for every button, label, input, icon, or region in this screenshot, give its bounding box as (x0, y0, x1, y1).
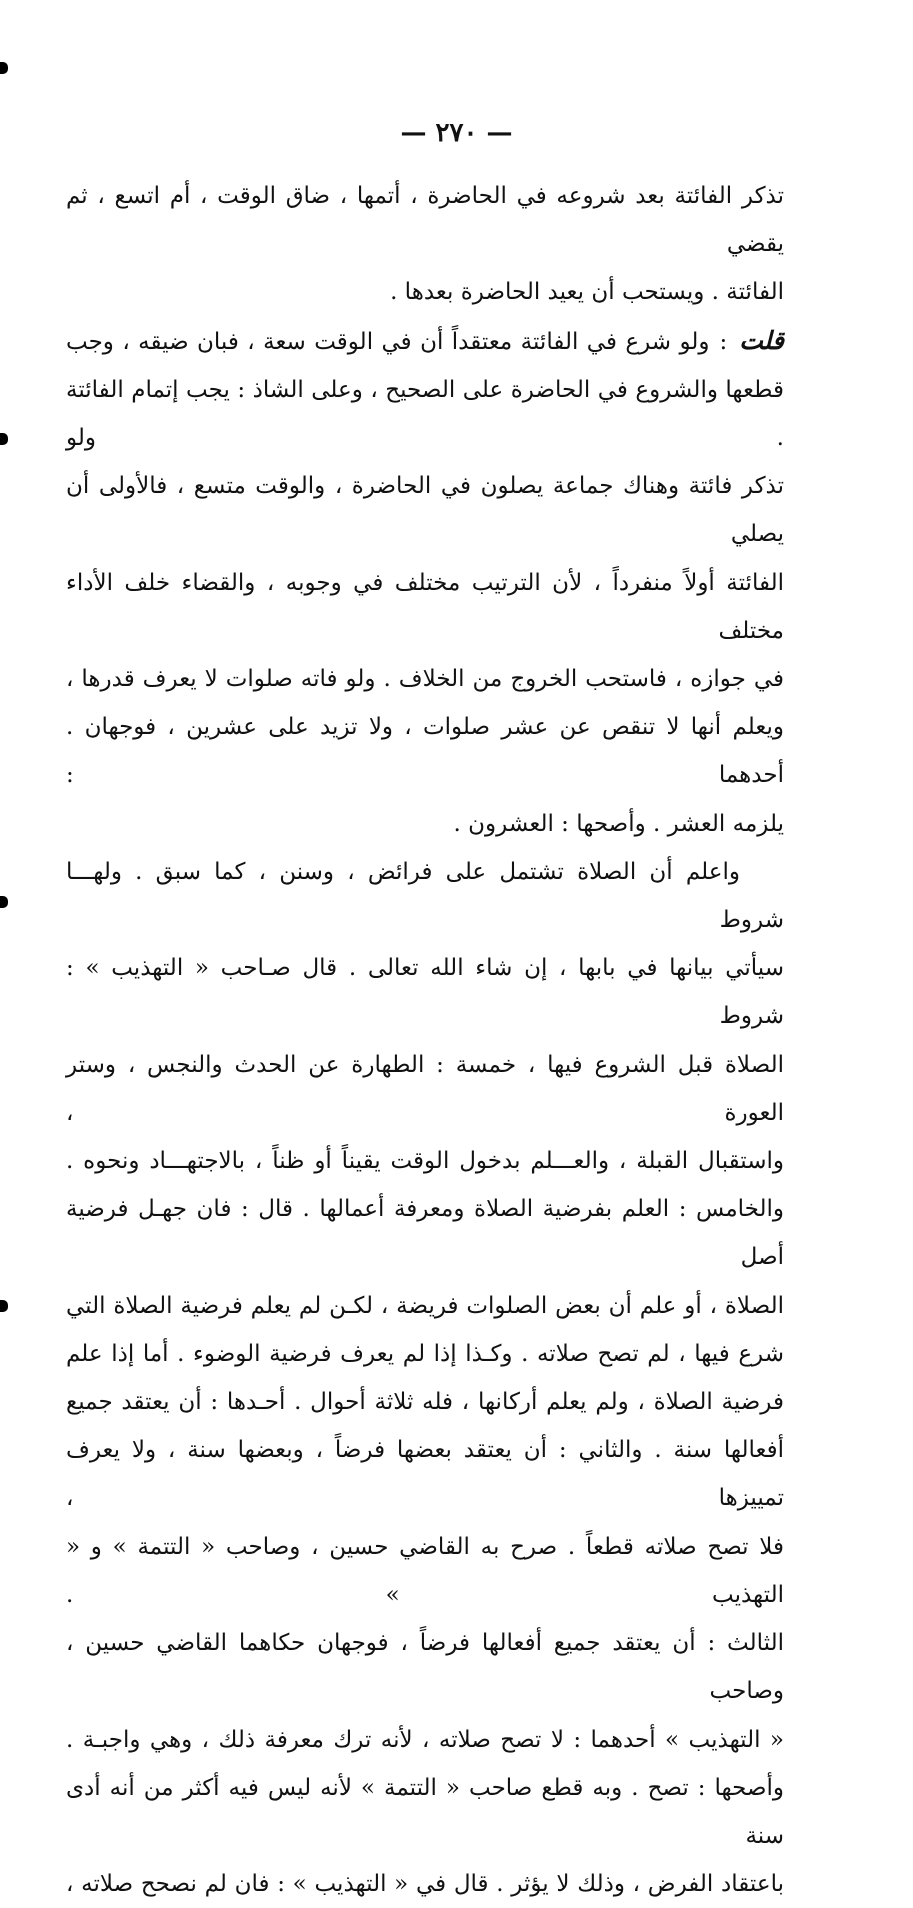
text-line: شرع فيها ، لم تصح صلاته . وكـذا إذا لم يعرف فرضية الوضوء . أما إذا علم (66, 1340, 784, 1367)
text-line: « التهذيب » أحدهما : لا تصح صلاته ، لأنه ترك معرفة ذلك ، وهي واجبـة . (66, 1726, 784, 1753)
lead-separator: : (719, 328, 728, 355)
page-number: — ٢٧٠ — (400, 118, 513, 148)
text-line: قطعها والشروع في الحاضرة على الصحيح ، وعلى الشاذ : يجب إتمام الفائتة . ولو (66, 376, 784, 452)
text-line: أفعالها سنة . والثاني : أن يعتقد بعضها فرضاً ، وبعضها سنة ، ولا يعرف تمييزها ، (66, 1437, 784, 1512)
text-line: وأصحها : تصح . وبه قطع صاحب « التتمة » لأنه ليس فيه أكثر من أنه أدى سنة (66, 1774, 784, 1849)
text-line: واستقبال القبلة ، والعـــلم بدخول الوقت يقيناً أو ظناً ، بالاجتهـــاد ونحوه . (66, 1148, 784, 1175)
text-line: والخامس : العلم بفرضية الصلاة ومعرفة أعمالها . قال : فان جهـل فرضية أصل (66, 1196, 784, 1271)
section-lead-word: قلت (739, 325, 784, 355)
text-line: فرضية الصلاة ، ولم يعلم أركانها ، فله ثلاثة أحوال . أحـدها : أن يعتقد جميع (66, 1389, 784, 1416)
text-line: الفائتة أولاً منفرداً ، لأن الترتيب مختلف في وجوبه ، والقضاء خلف الأداء مختلف (66, 569, 784, 644)
scan-edge-mark (0, 896, 8, 908)
text-line: سيأتي بيانها في بابها ، إن شاء الله تعالى . قال صـاحب « التهذيب » : شروط (66, 955, 784, 1030)
scan-edge-mark (0, 62, 8, 74)
line-text: ولو شرع في الفائتة معتقداً أن في الوقت سعة ، فبان ضيقه ، وجب (66, 328, 710, 355)
body-text (66, 172, 784, 1908)
text-line: الصلاة قبل الشروع فيها ، خمسة : الطهارة عن الحدث والنجس ، وستر العورة ، (66, 1051, 784, 1126)
text-line: ويعلم أنها لا تنقص عن عشر صلوات ، ولا تزيد على عشرين ، فوجهان . أحدهما : (66, 714, 784, 789)
text-line: تذكر فائتة وهناك جماعة يصلون في الحاضرة ، والوقت متسع ، فالأولى أن يصلي (66, 473, 784, 548)
text-line: باعتقاد الفرض ، وذلك لا يؤثر . قال في « التهذيب » : فان لم نصحح صلاته ، (66, 1871, 784, 1898)
text-line: الفائتة . ويستحب أن يعيد الحاضرة بعدها . (390, 279, 784, 306)
scan-edge-mark (0, 433, 8, 445)
text-line: في جوازه ، فاستحب الخروج من الخلاف . ولو فاته صلوات لا يعرف قدرها ، (66, 666, 784, 693)
text-line: الصلاة ، أو علم أن بعض الصلوات فريضة ، لكـن لم يعلم فرضية الصلاة التي (66, 1292, 784, 1319)
line-text: واعلم أن الصلاة تشتمل على فرائض ، وسنن ، كما سبق . ولهـــا شروط (66, 858, 784, 934)
scan-edge-mark (0, 1300, 8, 1312)
text-line: تذكر الفائتة بعد شروعه في الحاضرة ، أتمها ، ضاق الوقت ، أم اتسع ، ثم يقضي (66, 183, 784, 258)
text-line: فلا تصح صلاته قطعاً . صرح به القاضي حسين ، وصاحب « التتمة » و « التهذيب » . (66, 1533, 784, 1608)
text-line (66, 317, 784, 366)
text-line: يلزمه العشر . وأصحها : العشرون . (453, 810, 784, 837)
text-line: الثالث : أن يعتقد جميع أفعالها فرضاً ، فوجهان حكاهما القاضي حسين ، وصاحب (66, 1630, 784, 1705)
text-line (66, 848, 784, 944)
